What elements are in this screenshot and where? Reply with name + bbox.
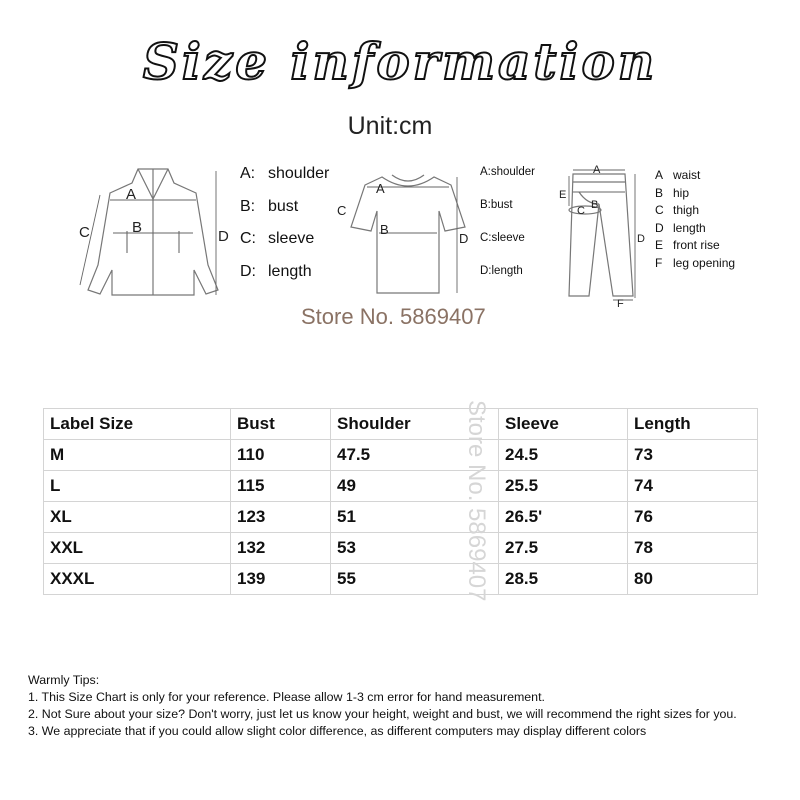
table-cell: 55 — [331, 564, 499, 595]
pants-label-d: D — [637, 233, 645, 245]
jacket-icon — [72, 155, 237, 300]
pants-icon — [555, 162, 655, 307]
column-header: Length — [628, 409, 758, 440]
jacket-label-b: B — [132, 219, 143, 236]
table-cell: L — [44, 471, 231, 502]
size-table — [43, 408, 758, 595]
column-header: Label Size — [44, 409, 231, 440]
pants-legend-item: F leg opening — [655, 255, 736, 270]
table-cell: 115 — [231, 471, 331, 502]
jacket-legend-item: D: length — [240, 262, 312, 280]
table-row — [44, 471, 758, 502]
table-cell: XXL — [44, 533, 231, 564]
table-cell: 80 — [628, 564, 758, 595]
jacket-legend-item: C: sleeve — [240, 230, 315, 247]
tip-item: 2. Not Sure about your size? Don't worry, just let us know your height, weight and bust, we will recommend the right sizes for you. — [28, 707, 737, 721]
pants-label-e: E — [559, 189, 567, 201]
tshirt-legend-item: C: sleeve — [480, 232, 525, 244]
pants-diagram — [555, 162, 655, 307]
table-cell: 24.5 — [499, 440, 628, 471]
tip-item: 1. This Size Chart is only for your reference. Please allow 1-3 cm error for hand measurement. — [28, 690, 545, 704]
table-cell: 26.5' — [499, 502, 628, 533]
store-watermark: Store No. 5869407 — [463, 400, 490, 602]
table-cell: M — [44, 440, 231, 471]
table-cell: 25.5 — [499, 471, 628, 502]
store-number: Store No. 5869407 — [301, 304, 486, 329]
tshirt-diagram — [335, 155, 475, 300]
tshirt-legend-item: D: length — [480, 265, 523, 277]
table-row — [44, 564, 758, 595]
jacket-legend — [240, 165, 329, 295]
tshirt-label-a: A — [376, 181, 385, 196]
pants-label-b: B — [591, 199, 599, 211]
table-row — [44, 502, 758, 533]
jacket-legend-item: B: bust — [240, 197, 299, 215]
pants-label-a: A — [593, 164, 601, 176]
pants-legend-item: E front rise — [655, 238, 720, 252]
pants-label-f: F — [617, 298, 624, 307]
page-title: Size information — [142, 32, 658, 91]
table-cell: 51 — [331, 502, 499, 533]
jacket-diagram — [72, 155, 237, 300]
table-header-row — [44, 409, 758, 440]
column-header: Sleeve — [499, 409, 628, 440]
tshirt-icon — [335, 155, 475, 300]
table-row — [44, 440, 758, 471]
tips-heading: Warmly Tips: — [28, 673, 100, 687]
pants-legend-item: C thigh — [655, 203, 700, 217]
warmly-tips — [28, 672, 737, 740]
tshirt-legend — [480, 166, 535, 298]
jacket-legend-item: A: shoulder — [240, 165, 330, 182]
jacket-label-a: A — [126, 186, 137, 203]
column-header: Bust — [231, 409, 331, 440]
table-cell: XL — [44, 502, 231, 533]
unit-label: Unit:cm — [347, 112, 433, 140]
table-cell: 76 — [628, 502, 758, 533]
pants-legend-item: A waist — [655, 168, 701, 182]
table-cell: 132 — [231, 533, 331, 564]
table-cell: 123 — [231, 502, 331, 533]
tshirt-legend-item: A: shoulder — [480, 166, 535, 178]
table-cell: 110 — [231, 440, 331, 471]
tshirt-legend-item: B: bust — [480, 199, 513, 211]
table-cell: 78 — [628, 533, 758, 564]
jacket-label-c: C — [79, 224, 90, 241]
tshirt-label-c: C — [337, 203, 347, 218]
tshirt-label-b: B — [380, 222, 389, 237]
table-cell: 74 — [628, 471, 758, 502]
pants-label-c: C — [577, 205, 585, 217]
table-cell: 28.5 — [499, 564, 628, 595]
table-cell: 73 — [628, 440, 758, 471]
table-cell: 27.5 — [499, 533, 628, 564]
table-cell: 49 — [331, 471, 499, 502]
pants-legend-item: D length — [655, 220, 706, 235]
table-cell: XXXL — [44, 564, 231, 595]
tip-item: 3. We appreciate that if you could allow slight color difference, as different computers may display different colors — [28, 724, 647, 738]
table-cell: 139 — [231, 564, 331, 595]
pants-legend-item: B hip — [655, 185, 690, 200]
table-cell: 53 — [331, 533, 499, 564]
table-row — [44, 533, 758, 564]
table-cell: 47.5 — [331, 440, 499, 471]
tshirt-label-d: D — [459, 231, 469, 246]
pants-legend — [655, 168, 735, 273]
column-header: Shoulder — [331, 409, 499, 440]
jacket-label-d: D — [218, 228, 229, 245]
